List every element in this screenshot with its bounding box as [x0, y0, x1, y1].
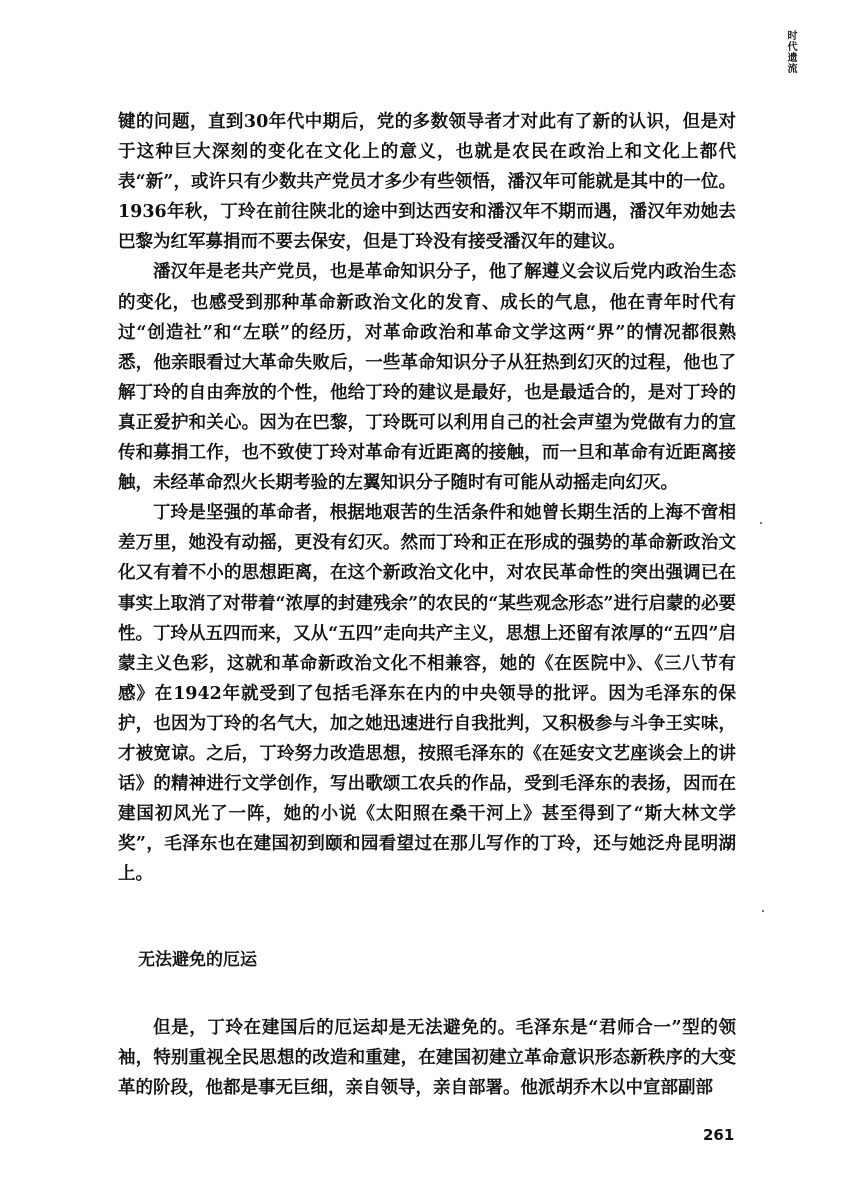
scan-speck: [760, 522, 762, 524]
scan-speck: [762, 910, 764, 912]
paragraph-3: 丁玲是坚强的革命者，根据地艰苦的生活条件和她曾长期生活的上海不啻相差万里，她没有动摇，更没有幻灭。然而丁玲和正在形成的强势的革命新政治文化又有着不小的思想距离，在这个新政治文化中，对农民革命性的突出强调已在事实上取消了对带着“浓厚的封建残余”的农民的“某些观念形态”进行启蒙的必要性。丁玲从五四而来，又从“五四”走向共产主义，思想上还留有浓厚的“五四”启蒙主义色彩，这就和革命新政治文化不相兼容，她的《在医院中》、《三八节有感》在1942年就受到了包括毛泽东在内的中央领导的批评。因为毛泽东的保护，也因为丁玲的名气大，加之她迅速进行自我批判，又积极参与斗争王实味，才被宽谅。之后，丁玲努力改造思想，按照毛泽东的《在延安文艺座谈会上的讲话》的精神进行文学创作，写出歌颂工农兵的作品，受到毛泽东的表扬，因而在建国初风光了一阵，她的小说《太阳照在桑干河上》甚至得到了“斯大林文学奖”，毛泽东也在建国初到颐和园看望过在那儿写作的丁玲，还与她泛舟昆明湖上。: [118, 503, 736, 885]
section-heading: 无法避免的厄运: [138, 950, 257, 970]
page-number: 261: [703, 1126, 735, 1144]
section-paragraph: 但是，丁玲在建国后的厄运却是无法避免的。毛泽东是“君师合一”型的领袖，特别重视全民思想的改造和重建，在建国初建立革命意识形态新秩序的大变革的阶段，他都是事无巨细，亲自领导，亲自部署。他派胡乔木以中宣部副部: [118, 1018, 736, 1099]
side-section-tab: 时代遗流: [785, 30, 796, 74]
paragraph-1: 键的问题，直到30年代中期后，党的多数领导者才对此有了新的认识，但是对于这种巨大深刻的变化在文化上的意义，也就是农民在政治上和文化上都代表“新”，或许只有少数共产党员才多少有些领悟，潘汉年可能就是其中的一位。1936年秋，丁玲在前往陕北的途中到达西安和潘汉年不期而遇，潘汉年劝她去巴黎为红军募捐而不要去保安，但是丁玲没有接受潘汉年的建议。: [118, 112, 736, 253]
paragraph-2: 潘汉年是老共产党员，也是革命知识分子，他了解遵义会议后党内政治生态的变化，也感受到那种革命新政治文化的发育、成长的气息，他在青年时代有过“创造社”和“左联”的经历，对革命政治和革命文学这两“界”的情况都很熟悉，他亲眼看过大革命失败后，一些革命知识分子从狂热到幻灭的过程，他也了解丁玲的自由奔放的个性，他给丁玲的建议是最好，也是最适合的，是对丁玲的真正爱护和关心。因为在巴黎，丁玲既可以利用自己的社会声望为党做有力的宣传和募捐工作，也不致使丁玲对革命有近距离的接触，而一旦和革命有近距离接触，未经革命烈火长期考验的左翼知识分子随时有可能从动摇走向幻灭。: [118, 262, 736, 494]
section-body: [118, 1013, 736, 1103]
body-text: [118, 107, 736, 889]
